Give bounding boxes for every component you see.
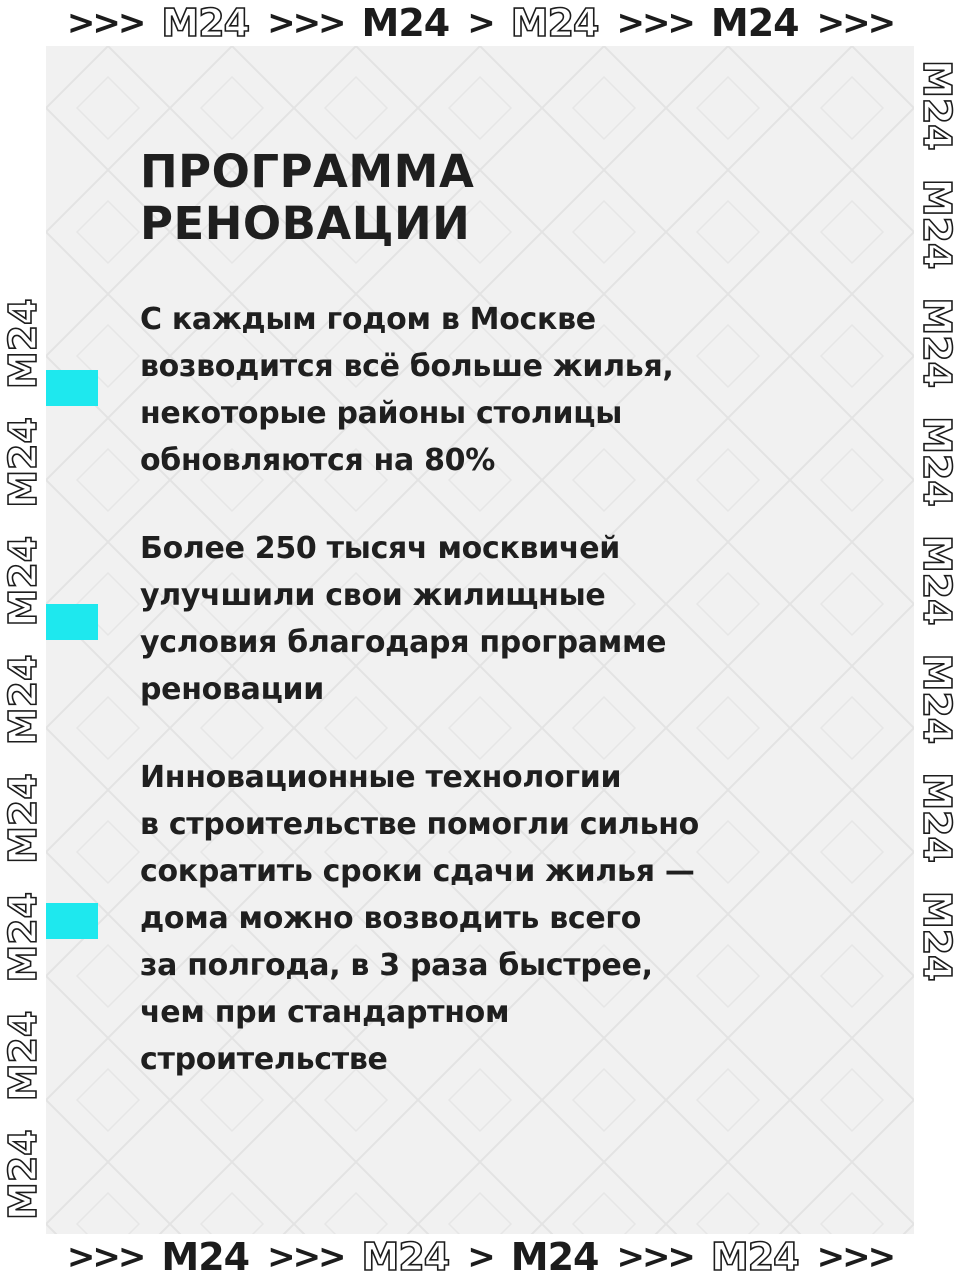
m24-logo: M24 [915,60,959,151]
m24-logo: M24 [915,534,959,626]
m24-logo: M24 [1,1010,45,1102]
arrows-mark: >>> [267,1237,344,1277]
m24-logo: M24 [915,890,959,982]
m24-logo: M24 [161,1,250,45]
arrows-mark: >>> [66,1237,144,1277]
top-brand-band [0,0,960,46]
m24-logo: M24 [361,1235,450,1279]
m24-logo: M24 [1,654,45,746]
m24-logo: M24 [1,1129,45,1220]
m24-logo: M24 [510,1,599,45]
m24-logo: M24 [915,178,959,270]
m24-logo: M24 [1,773,45,864]
m24-logo: M24 [361,1,450,45]
arrows-mark: >>> [816,1237,894,1277]
fact-item-1: С каждым годом в Москве возводится всё больше жилья, некоторые районы столицы обновляются на 80% [140,302,674,478]
m24-logo: M24 [915,297,959,389]
accent-marker [46,370,98,406]
left-brand-band [0,46,46,1234]
m24-logo: M24 [710,1235,799,1279]
arrows-mark: >>> [616,3,693,43]
m24-logo: M24 [1,417,45,508]
accent-marker [46,903,98,939]
right-brand-band [914,46,960,1234]
m24-logo: M24 [1,298,45,390]
arrows-mark: >>> [267,3,344,43]
title-line: ПРОГРАММА РЕНОВАЦИИ [140,145,475,250]
m24-logo: M24 [915,416,959,507]
m24-logo: M24 [161,1235,250,1279]
m24-logo: M24 [710,1,799,45]
accent-marker [46,604,98,640]
m24-logo: M24 [510,1235,599,1279]
fact-item-2: Более 250 тысяч москвичей улучшили свои жилищные условия благодаря программе реновации [140,531,667,707]
arrows-mark: > [467,1237,493,1277]
m24-logo: M24 [915,653,959,745]
m24-logo: M24 [1,535,45,627]
arrows-mark: >>> [66,3,144,43]
m24-logo: M24 [915,772,959,863]
arrows-mark: >>> [816,3,894,43]
m24-logo: M24 [1,891,45,983]
bottom-brand-band [0,1234,960,1280]
fact-item-3: Инновационные технологии в строительстве помогли сильно сократить сроки сдачи жилья — дома можно возводить всего за полгода, в 3 раза быстрее, чем при стандартном строительстве [140,760,699,1077]
arrows-mark: >>> [616,1237,693,1277]
page-title [140,146,840,250]
content-panel [46,46,914,1234]
arrows-mark: > [467,3,493,43]
